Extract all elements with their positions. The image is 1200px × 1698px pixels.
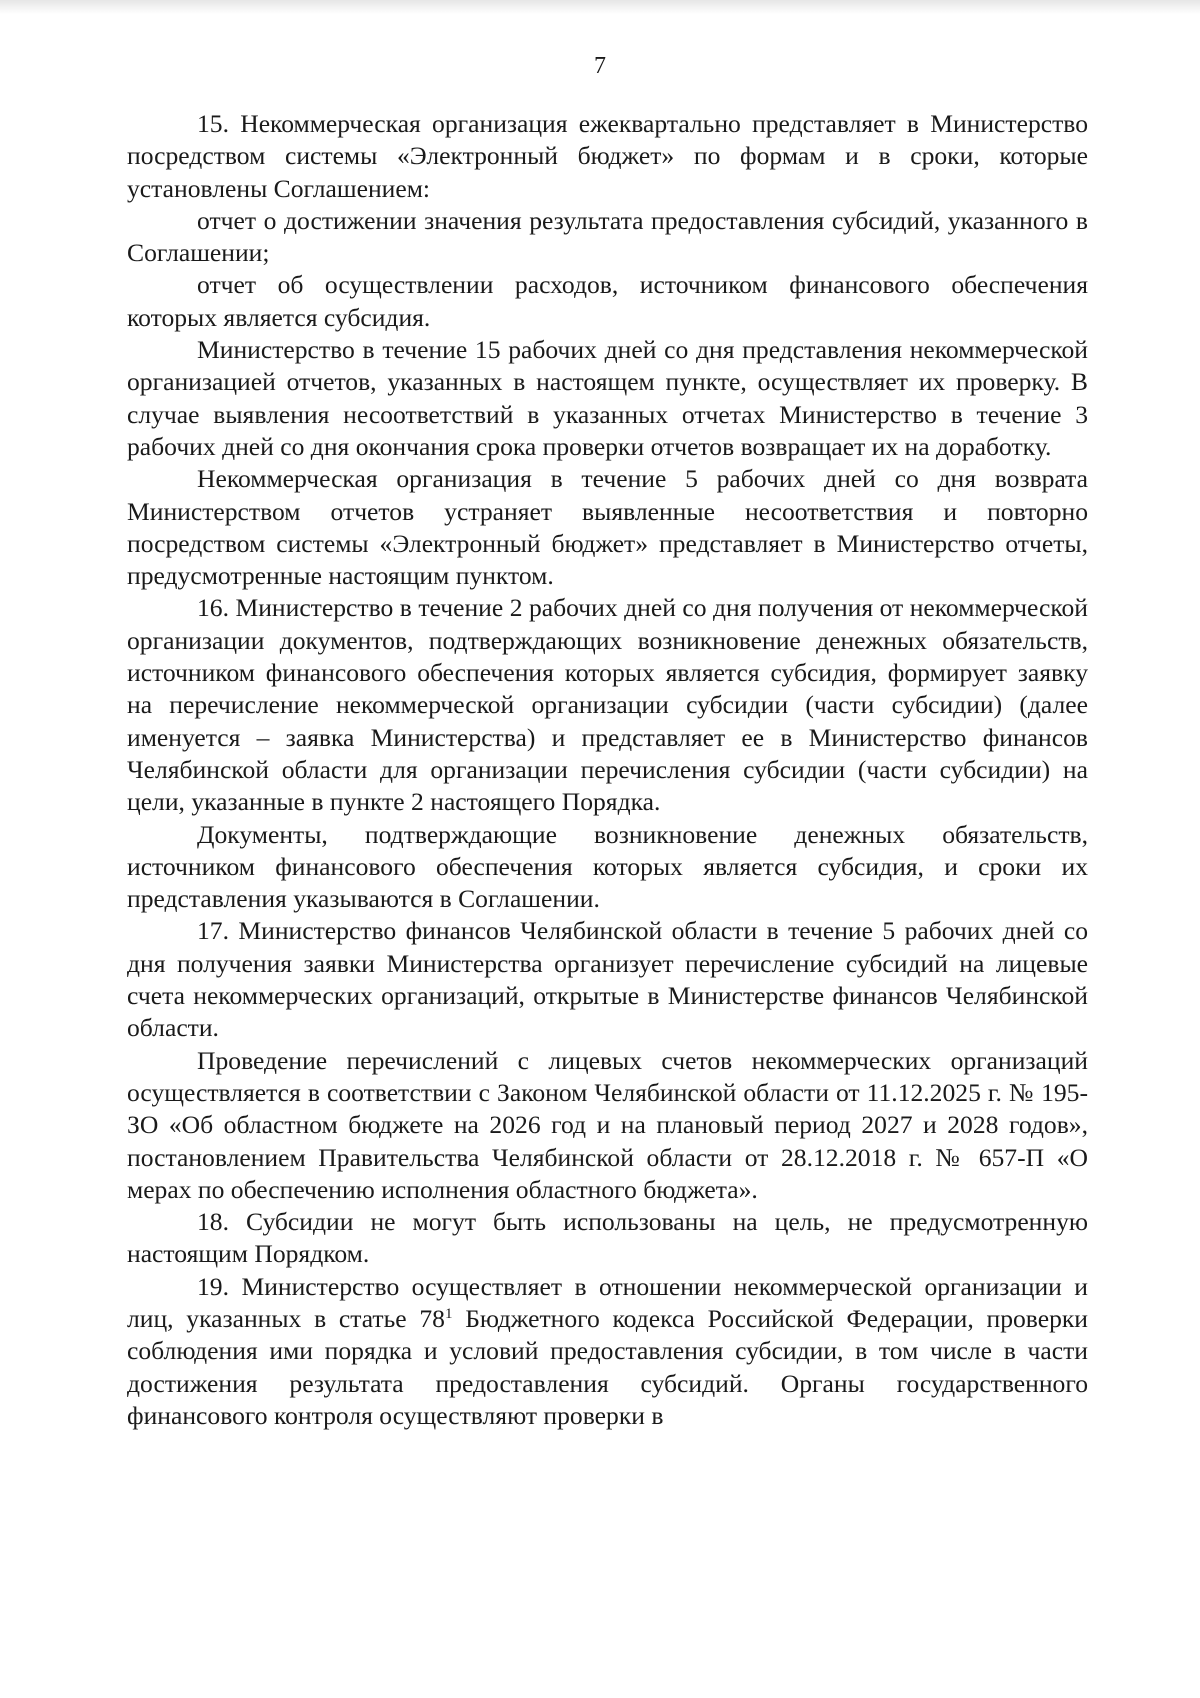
page-number: 7 [594, 53, 606, 79]
paragraph-17-transfers: Проведение перечислений с лицевых счетов некоммерческих организаций осуществляется в соответствии с Законом Челябинской области от 11.12.2025 г. № 195-ЗО «Об областном бюджете на 2026 год и на плановый период 2027 и 2028 годов», постановлением Правительства Челябинской области от 28.12.2018 г. № 657-П «О мерах по обеспечению исполнения областного бюджета». [127, 1045, 1088, 1204]
paragraph-16: 16. Министерство в течение 2 рабочих дней со дня получения от некоммерческой организации документов, подтверждающих возникновение денежных обязательств, источником финансового обеспечения которых является субсидия, формирует заявку на перечисление некоммерческой организации субсидии (части субсидии) (далее именуется – заявка Министерства) и представляет ее в Министерство финансов Челябинской области для организации перечисления субсидии (части субсидии) на цели, указанные в пункте 2 настоящего Порядка. [127, 593, 1088, 817]
scan-edge [0, 0, 1200, 14]
paragraph-15: 15. Некоммерческая организация ежеквартально представляет в Министерство посредством системы «Электронный бюджет» по формам и в сроки, которые установлены Соглашением: [127, 109, 1088, 203]
paragraph-19 [127, 1271, 1088, 1432]
paragraph-18: 18. Субсидии не могут быть использованы на цель, не предусмотренную настоящим Порядком. [127, 1207, 1088, 1269]
paragraph-15-item-2: отчет об осуществлении расходов, источником финансового обеспечения которых является субсидия. [127, 270, 1088, 332]
paragraph-17: 17. Министерство финансов Челябинской области в течение 5 рабочих дней со дня получения заявки Министерства организует перечисление субсидий на лицевые счета некоммерческих организаций, открытые в Министерстве финансов Челябинской области. [127, 916, 1088, 1043]
paragraph-15-check: Министерство в течение 15 рабочих дней со дня представления некоммерческой организацией отчетов, указанных в настоящем пункте, осуществляет их проверку. В случае выявления несоответствий в указанных отчетах Министерство в течение 3 рабочих дней со дня окончания срока проверки отчетов возвращает их на доработку. [127, 335, 1088, 461]
paragraph-15-rework: Некоммерческая организация в течение 5 рабочих дней со дня возврата Министерством отчетов устраняет выявленные несоответствия и повторно посредством системы «Электронный бюджет» представляет в Министерство отчеты, предусмотренные настоящим пунктом. [127, 464, 1088, 591]
document-body [127, 108, 1088, 1432]
article-superscript: 1 [444, 1305, 453, 1322]
paragraph-19-text-start: 19. Министерство осуществляет в отношении некоммерческой организации и лиц, указанных в статье 78 [127, 1271, 1088, 1333]
paragraph-15-item-1: отчет о достижении значения результата предоставления субсидий, указанного в Соглашении; [127, 205, 1088, 268]
paragraph-19-text-end: Бюджетного кодекса Российской Федерации, проверки соблюдения ими порядка и условий предоставления субсидии, в том числе в части достижения результата предоставления субсидий. Органы государственного финансового контроля осуществляют проверки в [127, 1303, 1089, 1430]
paragraph-16-documents: Документы, подтверждающие возникновение денежных обязательств, источником финансового обеспечения которых является субсидия, и сроки их представления указываются в Соглашении. [127, 819, 1088, 914]
